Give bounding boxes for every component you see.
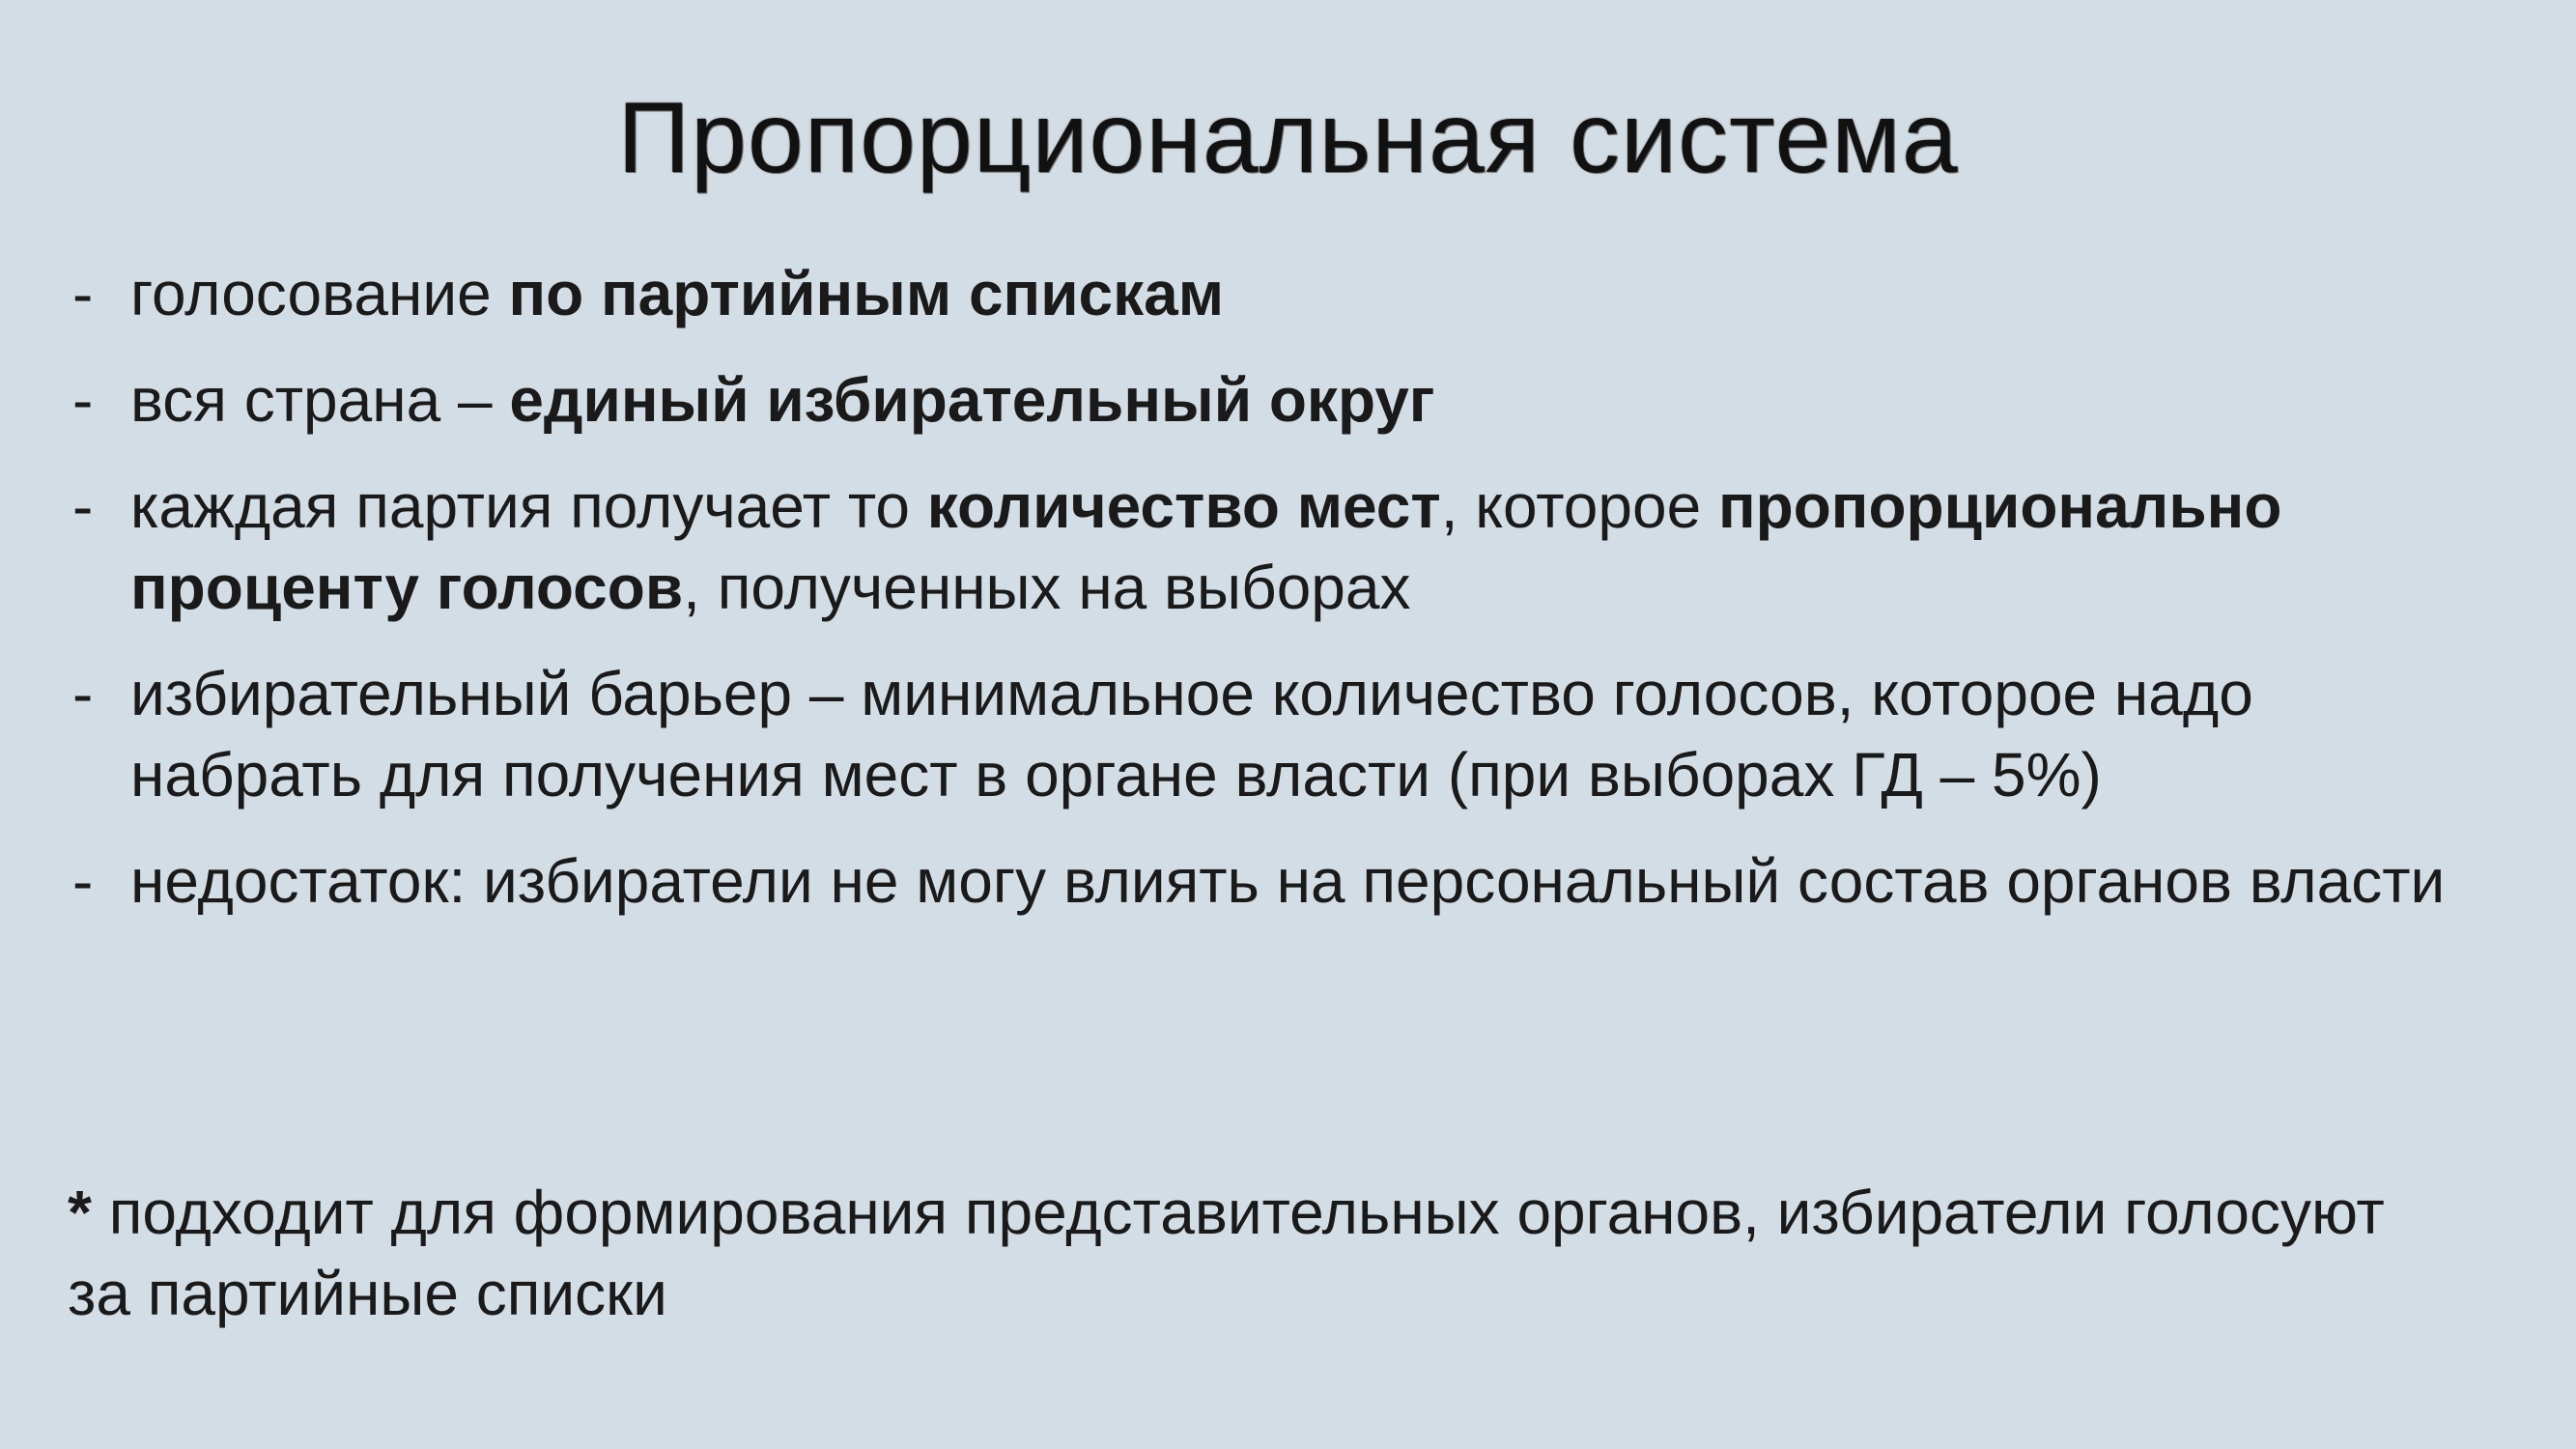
bullet-marker: - bbox=[72, 471, 94, 541]
bullet-item bbox=[72, 253, 2487, 334]
footnote-asterisk: * bbox=[68, 1178, 92, 1247]
bullet-text: недостаток: избиратели не могу влиять на персональный состав органов власти bbox=[130, 846, 2446, 916]
bullet-text: избирательный барьер – минимальное количество голосов, которое надо набрать для получения мест в органе власти (при выборах ГД – 5%) bbox=[130, 659, 2253, 810]
footnote-text: подходит для формирования представительных органов, избиратели голосуют за партийные списки bbox=[68, 1178, 2385, 1328]
bullet-item bbox=[72, 840, 2487, 922]
bullet-item bbox=[72, 653, 2487, 815]
bullet-text: вся страна – bbox=[130, 365, 510, 435]
bullet-marker: - bbox=[72, 259, 94, 328]
footnote bbox=[68, 1172, 2463, 1334]
bullet-item bbox=[72, 466, 2487, 628]
bullet-text-bold: единый избирательный округ bbox=[509, 365, 1435, 435]
bullet-text-bold: пропорционально проценту голосов bbox=[130, 471, 2282, 622]
bullet-marker: - bbox=[72, 846, 94, 916]
bullet-text: каждая партия получает то bbox=[130, 471, 927, 541]
bullet-marker: - bbox=[72, 365, 94, 435]
bullet-list bbox=[72, 253, 2487, 947]
bullet-marker: - bbox=[72, 659, 94, 728]
bullet-item bbox=[72, 359, 2487, 440]
bullet-text-bold: по партийным спискам bbox=[508, 259, 1225, 328]
slide-title: Пропорциональная система bbox=[617, 82, 1959, 194]
bullet-text: , которое bbox=[1440, 471, 1718, 541]
bullet-text: голосование bbox=[130, 259, 509, 328]
bullet-text-bold: количество мест bbox=[926, 471, 1441, 541]
bullet-text: , полученных на выборах bbox=[683, 553, 1411, 622]
